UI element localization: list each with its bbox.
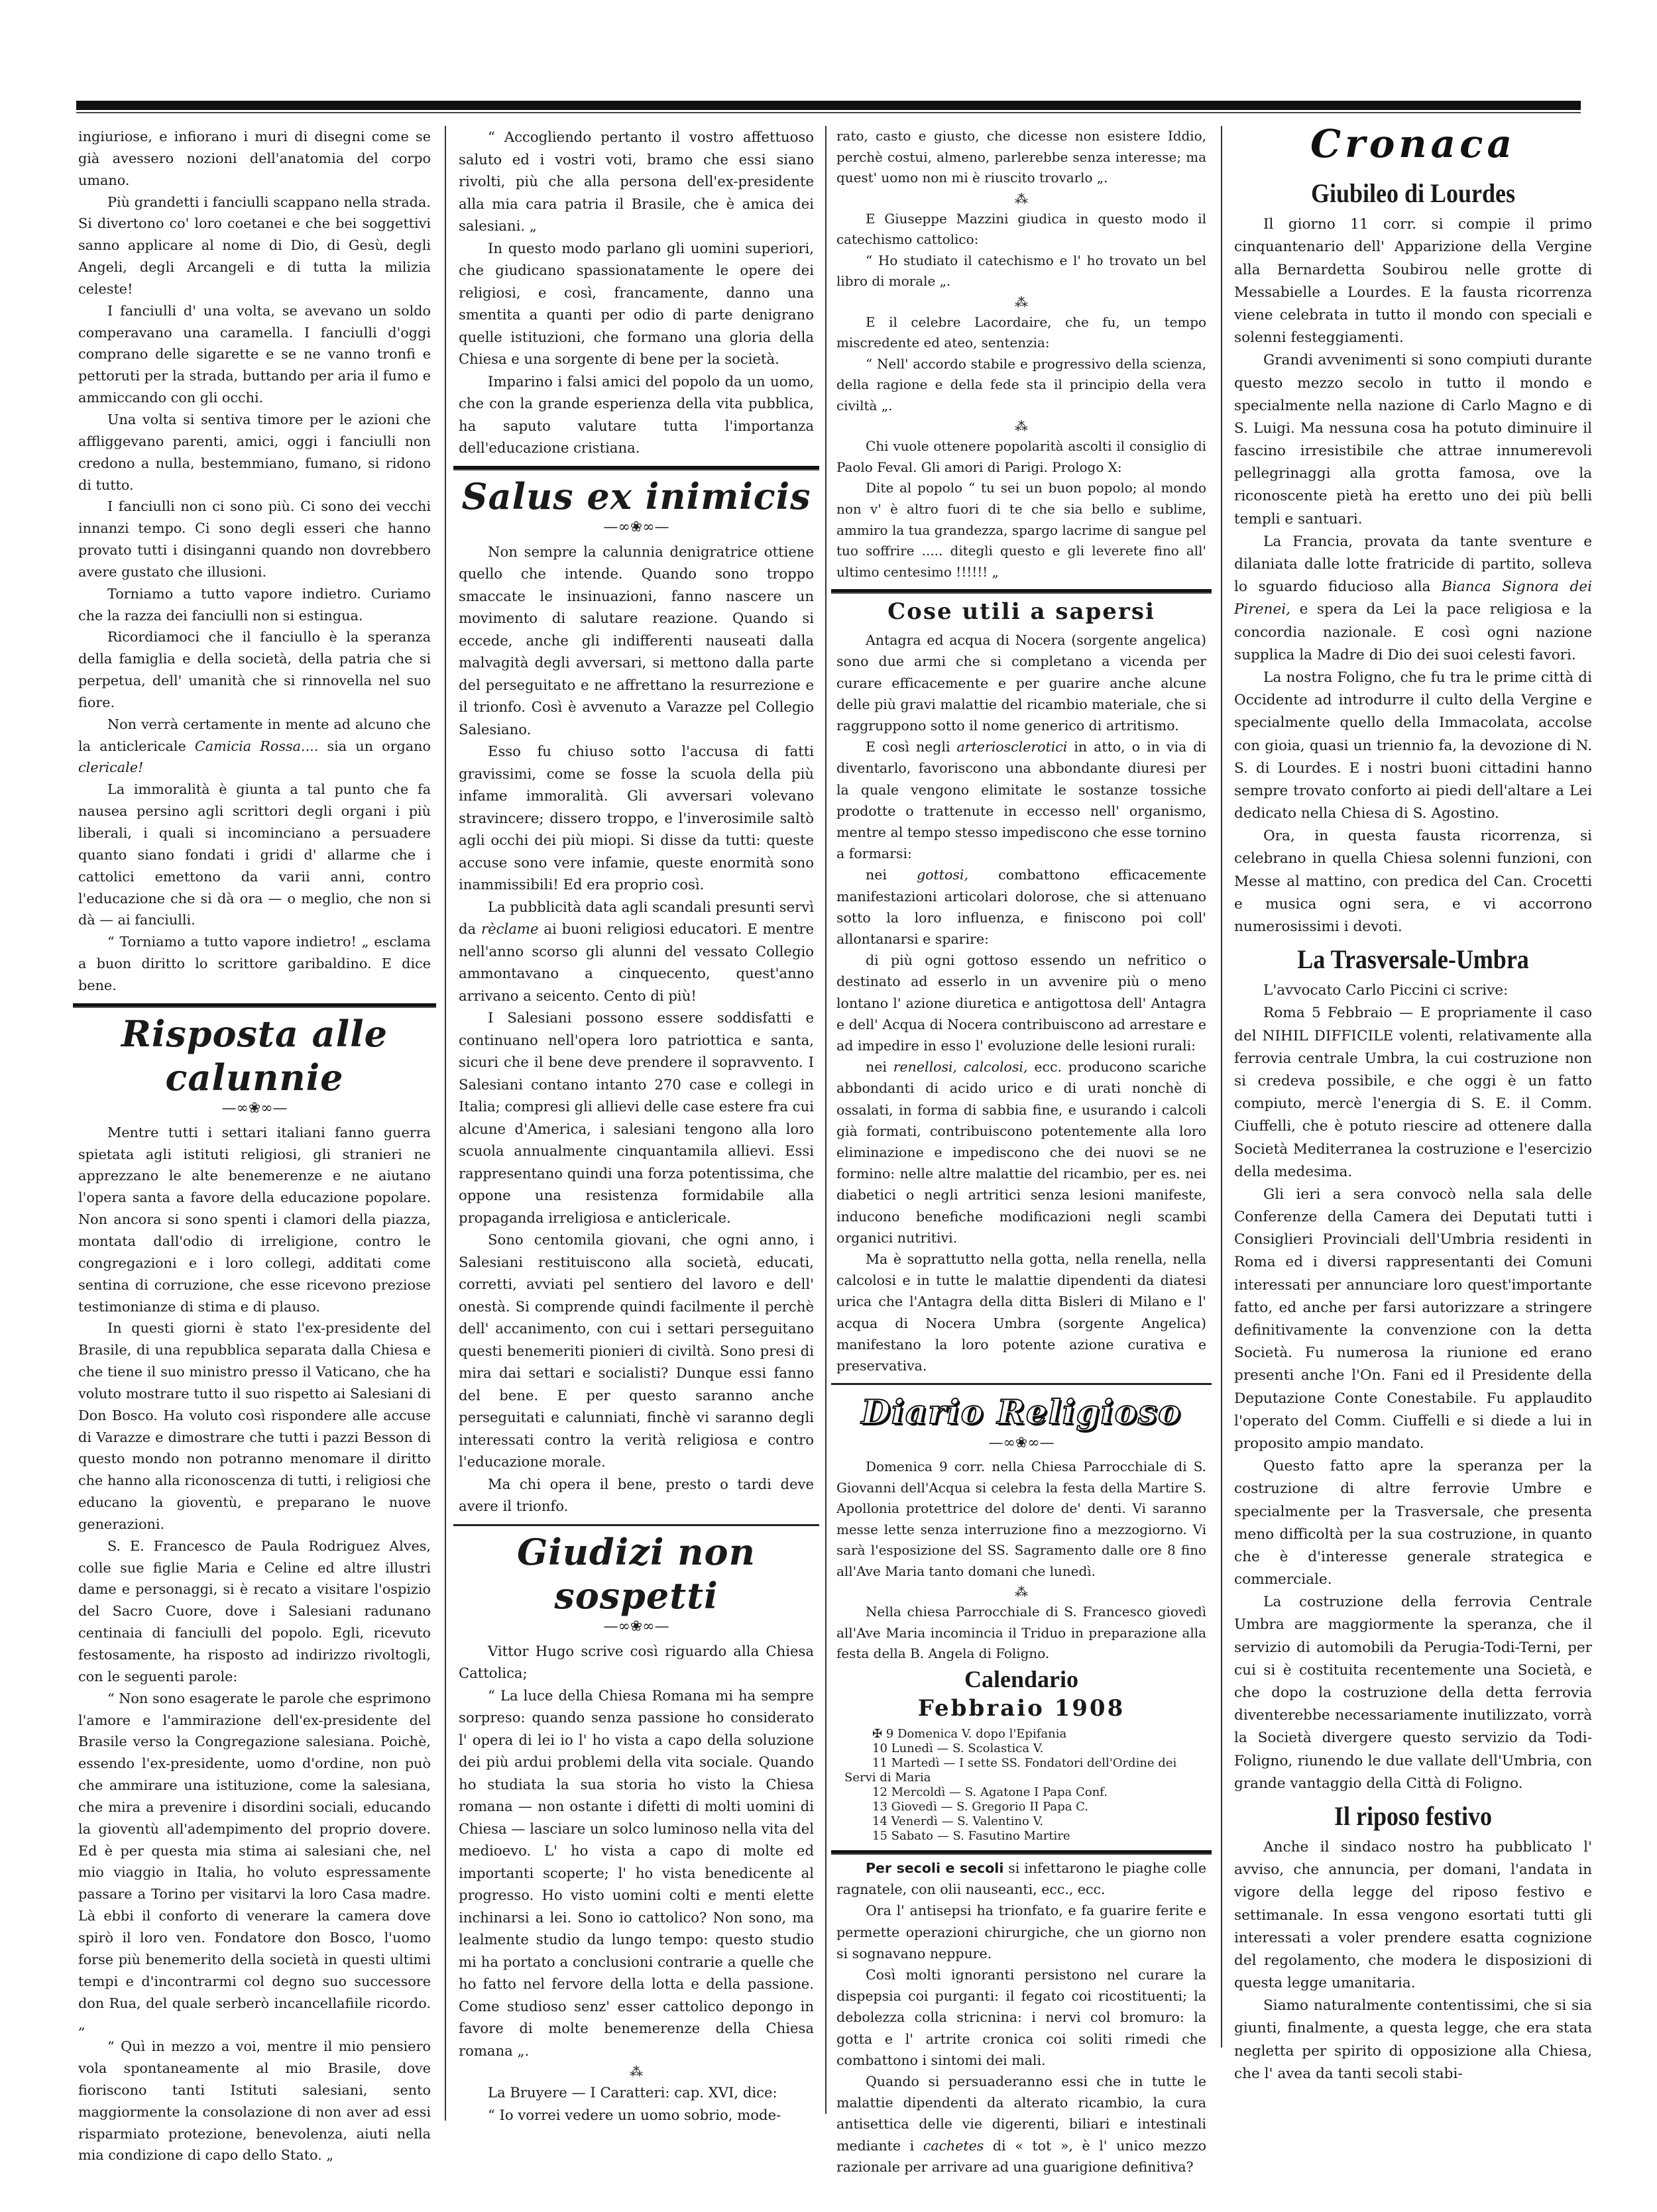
paragraph: I fanciulli d' una volta, se avevano un soldo comperavano una caramella. I fanciulli d'oggi comprano delle sigarette e se ne vanno tronfi e pettoruti per la strada, buttando per aria il fumo e ammiccando con gli occhi.	[78, 302, 431, 406]
text: nei	[866, 1059, 893, 1076]
asterism-icon: ⁂	[630, 2064, 643, 2079]
text: E così negli	[866, 739, 957, 755]
asterism-icon: ⁂	[1015, 190, 1028, 207]
calendar-entry: 14 Venerdì — S. Valentino V.	[872, 1814, 1044, 1828]
paragraph: Chi vuole ottenere popolarità ascolti il consiglio di Paolo Feval. Gli amori di Parigi. Prologo X:	[836, 439, 1206, 475]
cronaca-logo	[1234, 121, 1592, 166]
italic-text: arteriosclerotici	[956, 739, 1068, 755]
bold-text: Per secoli e secoli	[866, 1859, 1004, 1876]
paragraph	[836, 736, 1206, 864]
paragraph: “ Ho studiato il catechismo e l' ho trovato un bel libro di morale „.	[836, 252, 1206, 290]
paragraph: Sono centomila giovani, che ogni anno, i Salesiani restituiscono alla società, educati, corretti, avviati pel sentiero del lavoro e dell' onestà. Si comprende quindi facilmente il perchè dell' accanimento, con cui i settari perseguitano questi benemeriti pionieri di civiltà. Sono presi di mira dai settari e socialisti? Dunque essi fanno del bene. E per questo saranno anche perseguitati e calunniati, finchè vi saranno degli interessati contro la verità religiosa e contro l'educazione morale.	[459, 1231, 814, 1470]
paragraph: Ora, in questa fausta ricorrenza, si celebrano in quella Chiesa solenni funzioni, con Messe al mattino, con predica del Can. Crocetti e musica ogni sera, e vi accorrono numerosissimi i devoti.	[1234, 828, 1592, 935]
paragraph	[836, 864, 1206, 950]
text: e spera da Lei la pace religiosa e la concordia nazionale. E così ogni nazione supplica la Madre di Dio dei suoi celesti favori.	[1234, 601, 1592, 663]
calendar-entry: ✠ 9 Domenica V. dopo l'Epifania	[872, 1726, 1067, 1741]
paragraph: I Salesiani possono essere soddisfatti e continuano nell'opera loro patriottica e santa, sicuri che il bene deve prendere il sopravvento. I Salesiani contano intanto 270 case e collegi in Italia; compresi gli allievi delle case estere fra cui alcune d'America, i salesiani tengono alla loro scuola annualmente cinquantamila allievi. Essi rappresentano quindi una forza potentissima, che oppone una resistenza formidabile alla propaganda irreligiosa e anticlericale.	[459, 1009, 815, 1226]
paragraph	[836, 1056, 1206, 1248]
paragraph: Imparino i falsi amici del popolo da un uomo, che con la grande esperienza della vita pubblica, ha saputo valutare tutta l'importanza dell'educazione cristiana.	[459, 372, 814, 456]
column-divider	[825, 126, 827, 2114]
paragraph: di più ogni gottoso essendo un nefritico o destinato ad esserlo in un avvenire più o meno lontano l' azione diuretica e antigottosa dell' Antagra e dell' Acqua di Nocera contribuiscono ad arrestare e ad impedire in esso l' evoluzione delle lesioni rurali:	[836, 952, 1206, 1054]
calendar-title: Calendario	[964, 1665, 1078, 1692]
text: ecc. producono scariche abbondanti di acido urico e di urati nonchè di ossalati, in forma di sabbia fine, e usurando i calcoli già formati, contribuiscono potentemente alla loro eliminazione e impediscono che dei nuovi se ne formino: nelle altre malattie del ricambio, per es. nei diabetici o negli artritici senza lesioni manifeste, inducono benefiche modificazioni negli scambi organici nutritivi.	[836, 1059, 1207, 1246]
paragraph: ingiuriose, e infiorano i muri di disegni come se già avessero nozioni dell'anatomia del corpo umano.	[78, 129, 431, 188]
headline-riposo: Il riposo festivo	[1334, 1800, 1492, 1831]
paragraph: Antagra ed acqua di Nocera (sorgente angelica) sono due armi che si completano a vicenda per curare efficacemente e per guarire anche alcune delle più gravi malattie del ricambio materiale, che si raggruppono sotto il nome generico di artritismo.	[836, 632, 1206, 734]
calendar-entry: 13 Giovedì — S. Gregorio II Papa C.	[872, 1799, 1088, 1814]
top-rule-thin	[76, 112, 1581, 113]
paragraph: In questo modo parlano gli uomini superiori, che giudicano spassionatamente le opere dei religiosi, e così, francamente, danno una smentita a quanti per odio di parte denigrano quelle istituzioni, che formano una gloria della Chiesa e una sorgente di bene per la società.	[459, 239, 814, 367]
section-rule	[73, 1003, 436, 1008]
text: in atto, o in via di diventarlo, favoriscono una abbondante diuresi per la quale vengono elimitate le sostanze tossiche prodotte o trattenute in eccesso nell' organismo, mentre al tempo stesso impediscono che esse tornino a formarsi:	[836, 739, 1206, 862]
paragraph: La nostra Foligno, che fu tra le prime città di Occidente ad introdurre il culto della Vergine e specialmente quello della Immacolata, accolse con gioia, quasi un triennio fa, la devozione di N. S. di Lourdes. E i nostri buoni cittadini hanno sempre trovato conforto ai piedi dell'altare a Lei dedicato nella Chiesa di S. Agostino.	[1234, 669, 1592, 822]
column-divider	[445, 126, 446, 2121]
calendar-list	[844, 1726, 1206, 1844]
text: combattono efficacemente manifestazioni articolari dolorose, che si attenuano sotto la loro influenza, e finiscono poi coll' allontanarsi e sparire:	[836, 867, 1206, 947]
calendar-entry: Servi di Maria	[844, 1770, 931, 1785]
paragraph: Ma è soprattutto nella gotta, nella renella, nella calcolosi e in tutte le malattie dipendenti da diatesi urica che l'Antagra della ditta Bisleri di Milano e l' acqua di Nocera Umbra (sorgente Angelica) manifestano la loro potente azione curativa e preservativa.	[836, 1250, 1206, 1374]
paragraph: Questo fatto apre la speranza per la costruzione di altre ferrovie Umbre e specialmente per la Trasversale, che presenta meno difficoltà per la sua costruzione, in quanto che è d'interesse generale strategica e commerciale.	[1234, 1458, 1592, 1588]
paragraph: Ma chi opera il bene, presto o tardi deve avere il trionfo.	[459, 1475, 814, 1514]
italic-text: rèclame	[481, 920, 539, 937]
calendar-entry: 11 Martedì — I sette SS. Fondatori dell'Ordine dei	[872, 1755, 1177, 1770]
asterism-icon: ⁂	[1015, 1584, 1028, 1600]
italic-text: Bianca Signora dei Pirenei,	[1234, 579, 1592, 618]
italic-text: Camicia Rossa....	[194, 738, 319, 754]
text: ai buoni religiosi educatori. E mentre nell'anno scorso gli alunni del vessato Collegio ammontavano a cinquecento, quest'anno arrivano a seicento. Cento di più!	[459, 920, 814, 1004]
italic-text: renellosi, calcolosi,	[893, 1059, 1028, 1076]
italic-text: clericale!	[78, 759, 144, 776]
section-rule	[453, 466, 819, 470]
column-2	[459, 126, 814, 2126]
paragraph: Gli ieri a sera convocò nella sala delle Conferenze della Camera dei Deputati tutti i Consiglieri Provinciali dell'Umbria residenti in Roma ed i diversi rappresentanti dei Comuni interessati per annunciare loro quest'importante fatto, ed anche per farsi autorizzare a stringere definitivamente la convenzione con la detta Società. Fu numerosa la riunione ed erano presenti anche l'On. Fani ed il Presidente della Deputazione Conte Conestabile. Fu applaudito l'operato del Comm. Ciuffelli e si diede a lui in proposito ampio mandato.	[1234, 1186, 1592, 1452]
cronaca-logo-text: Cronaca	[1310, 121, 1516, 166]
headline-trasversale: La Trasversale-Umbra	[1297, 944, 1529, 975]
section-rule	[831, 589, 1212, 594]
text: La Francia, provata da tante sventure e dilaniata dalle lotte fratricide di partito, solleva lo sguardo fiducioso alla	[1234, 533, 1592, 596]
paragraph	[78, 714, 431, 779]
paragraph: “ Torniamo a tutto vapore indietro! „ esclama a buon diritto lo scrittore garibaldino. E dice bene.	[78, 934, 431, 993]
paragraph: Esso fu chiuso sotto l'accusa di fatti gravissimi, come se fosse la scuola della più infame immoralità. Gli avversari volevano stravincere; dissero troppo, e l'inverosimile saltò agli occhi dei più miopi. Si disse da tutti: queste accuse sono vere infamie, queste enormità sono inammissibili! Ed era proprio così.	[459, 743, 814, 893]
paragraph	[1234, 531, 1592, 667]
text: nei	[866, 867, 917, 883]
paragraph: “ Accogliendo pertanto il vostro affettuoso saluto ed i vostri voti, bramo che essi siano rivolti, più che alla persona dell'ex-presidente alla mia cara patria il Brasile, che è amica dei salesiani. „	[459, 129, 814, 234]
paragraph: L'avvocato Carlo Piccini ci scrive:	[1263, 982, 1509, 999]
column-1	[78, 126, 431, 2166]
paragraph: La costruzione della ferrovia Centrale Umbra are maggiormente la speranza, che il servizio di automobili da Perugia-Todi-Terni, per cui si è costituita recentemente una Società, e che dopo la costruzione della detta ferrovia diventerebbe necessariamente inutilizzato, vorrà la Società divergere questo servizio da Todi-Foligno, riunendo le due vallate dell'Umbria, con grande vantaggio della Città di Foligno.	[1234, 1594, 1592, 1792]
asterism-icon: ⁂	[1015, 418, 1028, 435]
calendar-entry: 15 Sabato — S. Fasutino Martire	[872, 1828, 1070, 1843]
headline-giudizi: Giudizi non sospetti	[517, 1530, 756, 1617]
paragraph: Una volta si sentiva timore per le azioni che affliggevano parenti, amici, oggi i fanciulli non credono a nulla, bestemmiano, fumano, si ridono di tutto.	[78, 411, 431, 493]
text: sia un organo	[318, 738, 431, 754]
calendar-entry: 12 Mercoldì — S. Agatone I Papa Conf.	[872, 1785, 1108, 1799]
section-rule	[453, 1524, 819, 1526]
paragraph: Grandi avvenimenti si sono compiuti durante questo mezzo secolo in tutto il mondo e specialmente nella nazione di Carlo Magno e di S. Luigi. Ma nessuna cosa ha potuto diminuire il fascino irresistibile che attrae innumerevoli pellegrinaggi alla grotta famosa, ove la riconoscente pietà ha eretto uno dei più belli templi e santuari.	[1234, 352, 1592, 527]
top-rule	[76, 101, 1581, 110]
paragraph: Così molti ignoranti persistono nel curare la dispepsia coi purganti: il fegato coi ricostituenti; la debolezza colla stricnina: i nervi col bromuro: la gotta e l' artrite cronica coi soliti rimedi che combattono i sintomi dei mali.	[836, 1967, 1206, 2068]
paragraph: Più grandetti i fanciulli scappano nella strada. Si divertono co' loro coetanei e che bei soggettivi sanno applicare al nome di Dio, di Gesù, degli Angeli, degli Arcangeli e di tutta la milizia celeste!	[78, 194, 431, 297]
paragraph: Anche il sindaco nostro ha pubblicato l' avviso, che annuncia, per domani, l'andata in vigore della legge del riposo festivo e settimanale. In essa vengono esortati tutti gli interessati a voler prendere esatta cognizione del regolamento, che modera le disposizioni di questa legge umanitaria.	[1234, 1838, 1592, 1992]
section-rule	[831, 1850, 1212, 1855]
paragraph: Torniamo a tutto vapore indietro. Curiamo che la razza dei fanciulli non si estingua.	[78, 585, 431, 624]
headline-salus: Salus ex inimicis	[461, 474, 811, 518]
headline-giubileo: Giubileo di Lourdes	[1310, 178, 1516, 209]
section-rule	[831, 1383, 1212, 1385]
paragraph: Siamo naturalmente contentissimi, che si sia giunti, finalmente, a questa legge, che era stata negletta per spirito di opposizione alla Chiesa, che l' avea da tanti secoli stabi-	[1234, 1997, 1592, 2082]
ornament-icon: —∞❀∞—	[603, 1618, 669, 1635]
paragraph: Mentre tutti i settari italiani fanno guerra spietata agli istituti religiosi, gli stranieri ne apprezzano le alte benemerenze e ne aiutano l'opera santa a favore della educazione popolare. Non ancora si sono spenti i clamori della piazza, montata dall'odio di irreligione, contro le congregazioni e i loro collegi, additati come sentina di corruzione, che esse ricevono preziose testimonianze di stima e di plauso.	[78, 1124, 431, 1315]
asterism-icon: ⁂	[1015, 294, 1028, 310]
paragraph: E Giuseppe Mazzini giudica in questo modo il catechismo cattolico:	[836, 211, 1206, 248]
column-4	[1234, 121, 1592, 2085]
calendar-month: Febbraio 1908	[917, 1694, 1125, 1722]
paragraph: rato, casto e giusto, che dicesse non esistere Iddio, perchè costui, almeno, parlerebbe senza interesse; ma quest' uomo non mi è riuscito trovarlo „.	[836, 129, 1206, 186]
paragraph: Vittor Hugo scrive così riguardo alla Chiesa Cattolica;	[459, 1642, 814, 1681]
paragraph: E il celebre Lacordaire, che fu, un tempo miscredente ed ateo, sentenzia:	[836, 314, 1206, 351]
italic-text: gottosi,	[917, 867, 968, 883]
paragraph: Roma 5 Febbraio — E propriamente il caso del NIHIL DIFFICILE volenti, relativamente alla ferrovia centrale Umbra, la cui costruzione non si credeva possibile, e che oggi è un fatto compiuto, mercè l'energia di S. E. il Comm. Ciuffelli, che è potuto riescire ad ottenere dalla Società Mediterranea la costruzione e l'esercizio della medesima.	[1234, 1005, 1592, 1180]
headline-risposta: Risposta alle calunnie	[121, 1012, 388, 1099]
headline-cose-utili: Cose utili a sapersi	[887, 598, 1155, 626]
paragraph: S. E. Francesco de Paula Rodriguez Alves, colle sue figlie Maria e Celine ed altre illustri dame e personaggi, si è recato a visitare l'ospizio del Sacro Cuore, dove i Salesiani radunano centinaia di fanciulli del popolo. Egli, ricevuto festosamente, ha risposto ad indirizzo rivoltogli, con le seguenti parole:	[78, 1537, 431, 1685]
column-divider	[1221, 126, 1222, 2048]
text: Non verrà certamente in mente ad alcuno che la anticlericale	[78, 716, 431, 754]
paragraph: “ La luce della Chiesa Romana mi ha sempre sorpreso: quando senza passione ho considerato l' opera di lei io l' ho vista a capo della soluzione dei più ardui problemi della vita sociale. Quando ho studiata la sua storia ho visto la Chiesa romana — non ostante i difetti di molti uomini di Chiesa — lasciare un solco luminoso nella vita del medioevo. L' ho vista a capo di molte ed importanti scoperte; l' ho vista benedicente al progresso. Ho visto uomini colti e menti elette inchinarsi a lei. Sono io cattolico? Non sono, ma lealmente studio da lungo tempo: questo studio mi ha portato a conclusioni contrarie a quelle che ho fatto nel fervore della lotta e della passione. Come studioso senz' esser cattolico depongo in favore di molte benemerenze della Chiesa romana „.	[459, 1687, 814, 2059]
text: si infettarono le piaghe colle ragnatele, con olii nauseanti, ecc., ecc.	[836, 1859, 1206, 1898]
paragraph: Ricordiamoci che il fanciullo è la speranza della famiglia e della società, della patria che si perpetua, dell' umanità che si rinnovella nel suo fiore.	[78, 629, 431, 710]
paragraph: “ Nell' accordo stabile e progressivo della scienza, della ragione e della fede sta il principio della vera civiltà „.	[836, 356, 1206, 414]
paragraph: Domenica 9 corr. nella Chiesa Parrocchiale di S. Giovanni dell'Acqua si celebra la festa della Martire S. Apollonia protettrice del dolore de' denti. Vi saranno messe lette senza interruzione fino a mezzogiorno. Vi sarà l'esposizione del SS. Sagramento dalle ore 8 fino all'Ave Maria tanto domani che lunedì.	[836, 1459, 1206, 1579]
paragraph: La immoralità è giunta a tal punto che fa nausea persino agli scrittori degli organi i più liberali, i quali si incominciano a persuadere quanto siano fondati i gridi d' allarme che i cattolici emettono da varii anni, contro l'educazione che si dà ora — o meglio, che non si dà — ai fanciulli.	[78, 781, 431, 928]
paragraph: La Bruyere — I Caratteri: cap. XVI, dice:	[488, 2084, 777, 2101]
text: di « tot », è l' unico mezzo razionale per arrivare ad una guarigione definitiva?	[836, 2137, 1206, 2175]
ornament-icon: —∞❀∞—	[988, 1435, 1055, 1452]
ornament-icon: —∞❀∞—	[603, 518, 669, 535]
italic-text: cachetes	[923, 2137, 984, 2154]
ornament-icon: —∞❀∞—	[221, 1099, 288, 1117]
paragraph: In questi giorni è stato l'ex-presidente del Brasile, di una repubblica separata dalla Chiesa e che tiene il suo ministro presso il Vaticano, che ha voluto mostrare tutto il suo rispetto ai Salesiani di Don Bosco. Ha voluto così rispondere alle accuse di Varazze e dimostrare che tutti i pazzi Besson di questo mondo non potranno menomare il diritto che hanno alla riconoscenza di tutti, i religiosi che educano la gioventù, e preparano le nuove generazioni.	[78, 1320, 431, 1532]
paragraph: “ Quì in mezzo a voi, mentre il mio pensiero vola spontaneamente al mio Brasile, dove fioriscono tanti Istituti salesiani, sento maggiormente la consolazione di non aver ad essi risparmiato protezione, benevolenza, aiuti nella mia condizione di capo dello Stato. „	[78, 2038, 431, 2164]
paragraph: Ora l' antisepsi ha trionfato, e fa guarire ferite e permette operazioni chirurgiche, che un giorno non si sognavano neppure.	[836, 1903, 1206, 1962]
paragraph	[836, 1857, 1206, 1900]
paragraph: “ Non sono esagerate le parole che esprimono l'amore e l'ammirazione dell'ex-presidente del Brasile verso la Congregazione salesiana. Poichè, essendo l'ex-presidente, uomo d'ordine, non può che ammirare una istituzione, come la salesiana, che mira a prevenire i disordini sociali, educando la gioventù all'adempimento del proprio dovere. Ed è per questa mia stima ai salesiani che, nel mio viaggio in Italia, ho voluto espressamente passare a Torino per visitarvi la loro Casa madre. Là ebbi il conforto di venerare la camera dove spirò il loro ven. Fondatore don Bosco, l'uomo forse più benemerito della società in questi ultimi tempi e d'incontrarmi col degno suo successore don Rua, del quale serberò incancellafiile ricordo. „	[78, 1690, 431, 2033]
text: La pubblicità data agli scandali presunti servì da	[459, 898, 814, 937]
calendar-entry: 10 Lunedì — S. Scolastica V.	[872, 1741, 1044, 1755]
column-3	[836, 126, 1206, 2178]
text: Quando si persuaderanno essi che in tutte le malattie dipendenti da alterato ricambio, la cura antisettica delle vie digerenti, biliari e intestinali mediante i	[836, 2074, 1206, 2154]
paragraph	[459, 896, 814, 1007]
paragraph: I fanciulli non ci sono più. Ci sono dei vecchi innanzi tempo. Ci sono degli esseri che hanno provato tutti i disinganni quando non dovrebbero avere gustato che illusioni.	[78, 498, 431, 580]
paragraph: “ Io vorrei vedere un uomo sobrio, mode-	[488, 2106, 781, 2123]
paragraph: Il giorno 11 corr. si compie il primo cinquantenario dell' Apparizione della Vergine alla Bernardetta Soubirou nelle grotte di Messabielle a Lourdes. E la fausta ricorrenza viene celebrata in tutto il mondo con speciali e solenni festeggiamenti.	[1234, 216, 1592, 347]
headline-diario: Diario Religioso	[861, 1392, 1182, 1432]
paragraph: Nella chiesa Parrocchiale di S. Francesco giovedì all'Ave Maria incomincia il Triduo in preparazione alla festa della B. Angela di Foligno.	[836, 1604, 1206, 1662]
paragraph	[836, 2071, 1206, 2178]
paragraph: Dite al popolo “ tu sei un buon popolo; al mondo non v' è altro fuori di te che sia bello e sublime, ammiro la tua grandezza, spargo lacrime di sangue pel tuo soffrire ..... ditegli questo e gli leverete fino all' ultimo centesimo !!!!!! „	[836, 480, 1206, 580]
paragraph: Non sempre la calunnia denigratrice ottiene quello che intende. Quando sono troppo smaccate le insinuazioni, fanno nascere un movimento di salutare reazione. Quando si eccede, anche gli indifferenti nauseati dalla malvagità degli avversari, si mettono dalla parte del perseguitato e ne affrettano la resurrezione e il trionfo. Così è avvenuto a Varazze pel Collegio Salesiano.	[459, 543, 814, 738]
